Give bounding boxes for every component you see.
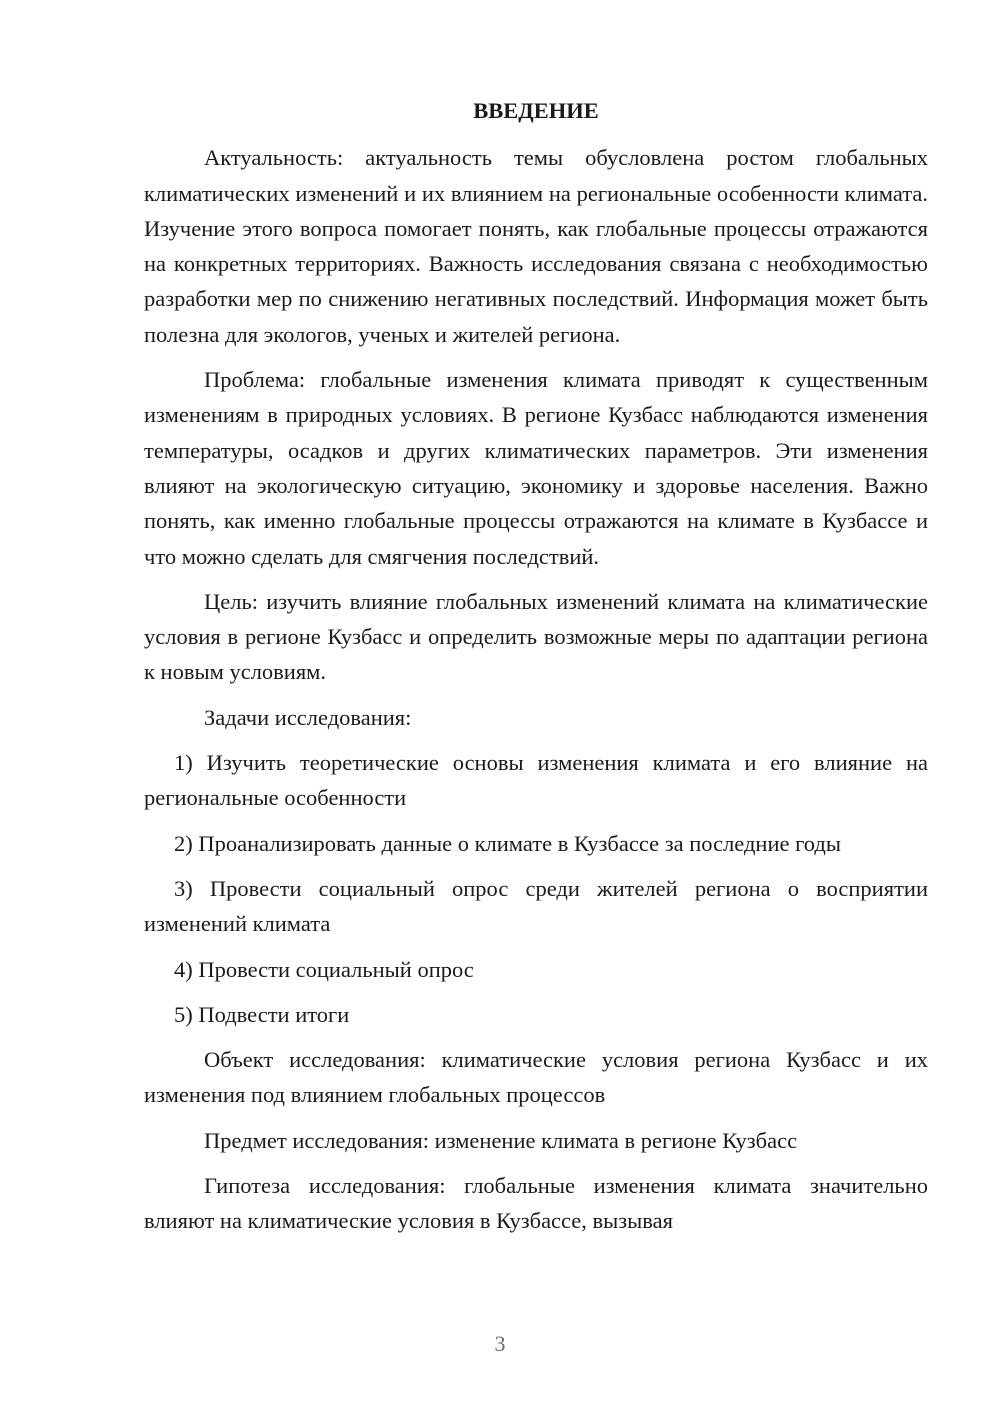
- relevance-paragraph: Актуальность: актуальность темы обусловлена ростом глобальных климатических изменений и их влиянием на региональные особенности климата. Изучение этого вопроса помогает понять, как глобальные процессы отражаются на конкретных территориях. Важность исследования связана с необходимостью разработки мер по снижению негативных последствий. Информация может быть полезна для экологов, ученых и жителей региона.: [144, 145, 928, 347]
- tasks-heading: Задачи исследования:: [204, 704, 412, 730]
- page-number: 3: [494, 1331, 506, 1356]
- subject-paragraph: Предмет исследования: изменение климата в регионе Кузбасс: [204, 1127, 798, 1153]
- object-paragraph: Объект исследования: климатические условия региона Кузбасс и их изменения под влиянием глобальных процессов: [144, 1047, 928, 1108]
- page-title: ВВЕДЕНИЕ: [473, 98, 599, 123]
- hypothesis-paragraph: Гипотеза исследования: глобальные изменения климата значительно влияют на климатические условия в Кузбассе, вызывая: [144, 1173, 928, 1234]
- task-item-3: 3) Провести социальный опрос среди жителей региона о восприятии изменений климата: [144, 875, 928, 937]
- task-item-5: 5) Подвести итоги: [174, 1001, 350, 1027]
- task-item-1: 1) Изучить теоретические основы изменения климата и его влияние на региональные особенности: [144, 750, 928, 811]
- task-item-4: 4) Провести социальный опрос: [174, 956, 474, 982]
- problem-paragraph: Проблема: глобальные изменения климата приводят к существенным изменениям в природных условиях. В регионе Кузбасс наблюдаются изменения температуры, осадков и других климатических параметров. Эти изменения влияют на экологическую ситуацию, экономику и здоровье населения. Важно понять, как именно глобальные процессы отражаются на климате в Кузбассе и что можно сделать для смягчения последствий.: [144, 367, 928, 569]
- goal-paragraph: Цель: изучить влияние глобальных изменений климата на климатические условия в регионе Кузбасс и определить возможные меры по адаптации региона к новым условиям.: [144, 588, 928, 685]
- task-item-2: 2) Проанализировать данные о климате в Кузбассе за последние годы: [174, 830, 841, 856]
- page-content: [144, 93, 928, 1249]
